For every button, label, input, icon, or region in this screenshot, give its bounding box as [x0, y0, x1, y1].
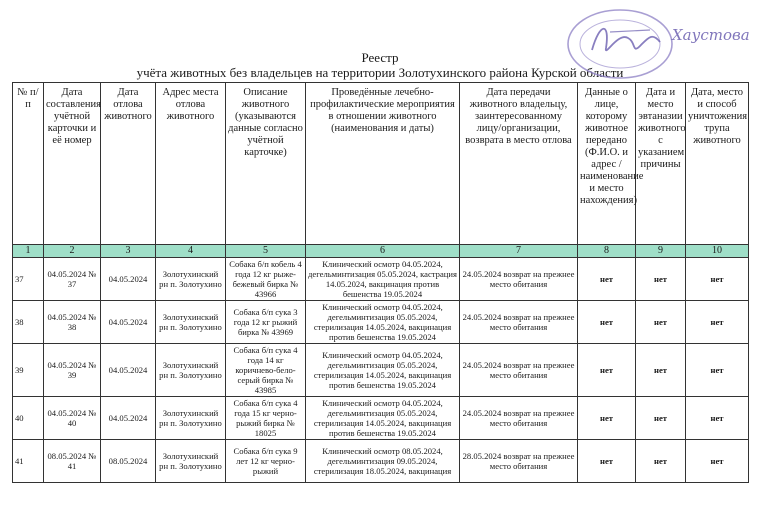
- table-row: [13, 440, 749, 483]
- header-cell: Дата передачи животного владельцу, заинтересованному лицу/организации, возврата в место отлова: [460, 83, 578, 245]
- animal-description: Собака б/п кобель 4 года 12 кг рыже-бежевый бирка № 43966: [226, 258, 306, 301]
- animal-description: Собака б/п сука 4 года 15 кг черно-рыжий бирка № 18025: [226, 397, 306, 440]
- catch-date: 04.05.2024: [101, 301, 156, 344]
- treatment: Клинический осмотр 04.05.2024, дегельминтизация 05.05.2024, стерилизация 14.05.2024, вакцинация против бешенства 19.05.2024: [306, 397, 460, 440]
- column-number: 3: [101, 245, 156, 258]
- column-number: 7: [460, 245, 578, 258]
- treatment: Клинический осмотр 04.05.2024, дегельминтизация 05.05.2024, стерилизация 14.05.2024, вакцинация против бешенства 19.05.2024: [306, 301, 460, 344]
- treatment: Клинический осмотр 08.05.2024, дегельминтизация 09.05.2024, стерилизация 18.05.2024, вакцинация: [306, 440, 460, 483]
- disposal: нет: [686, 258, 749, 301]
- card-date-number: 04.05.2024 № 40: [44, 397, 101, 440]
- column-number-row: [13, 245, 749, 258]
- disposal: нет: [686, 301, 749, 344]
- header-cell: Адрес места отлова животного: [156, 83, 226, 245]
- svg-text:Хаустова: Хаустова: [672, 26, 750, 44]
- catch-address: Золотухинский рн п. Золотухино: [156, 344, 226, 397]
- row-number: 38: [13, 301, 44, 344]
- table-row: [13, 258, 749, 301]
- column-number: 5: [226, 245, 306, 258]
- euthanasia: нет: [636, 440, 686, 483]
- recipient: нет: [578, 258, 636, 301]
- document-subtitle: учёта животных без владельцев на территории Золотухинского района Курской области: [136, 65, 624, 80]
- header-cell: Данные о лице, которому животное передано (Ф.И.О. и адрес / наименование и место нахождения): [578, 83, 636, 245]
- table-row: [13, 344, 749, 397]
- table-row: [13, 397, 749, 440]
- catch-date: 04.05.2024: [101, 344, 156, 397]
- animal-registry-table: [12, 82, 749, 483]
- catch-address: Золотухинский рн п. Золотухино: [156, 440, 226, 483]
- card-date-number: 04.05.2024 № 38: [44, 301, 101, 344]
- header-cell: Проведённые лечебно-профилактические мероприятия в отношении животного (наименования и даты): [306, 83, 460, 245]
- stamp-signature-image: [540, 2, 760, 82]
- header-cell: Дата и место эвтаназии животного с указанием причины: [636, 83, 686, 245]
- euthanasia: нет: [636, 301, 686, 344]
- euthanasia: нет: [636, 344, 686, 397]
- catch-date: 04.05.2024: [101, 258, 156, 301]
- disposal: нет: [686, 397, 749, 440]
- card-date-number: 04.05.2024 № 37: [44, 258, 101, 301]
- euthanasia: нет: [636, 397, 686, 440]
- disposal: нет: [686, 344, 749, 397]
- header-cell: № п/п: [13, 83, 44, 245]
- header-cell: Дата отлова животного: [101, 83, 156, 245]
- column-number: 1: [13, 245, 44, 258]
- header-cell: Дата, место и способ уничтожения трупа животного: [686, 83, 749, 245]
- row-number: 37: [13, 258, 44, 301]
- document-title: Реестр: [361, 50, 399, 65]
- animal-description: Собака б/п сука 4 года 14 кг коричнево-бело-серый бирка № 43985: [226, 344, 306, 397]
- recipient: нет: [578, 344, 636, 397]
- header-cell: Дата составления учётной карточки и её номер: [44, 83, 101, 245]
- transfer-date: 24.05.2024 возврат на прежнее место обитания: [460, 397, 578, 440]
- animal-description: Собака б/п сука 9 лет 12 кг черно-рыжий: [226, 440, 306, 483]
- recipient: нет: [578, 440, 636, 483]
- column-number: 8: [578, 245, 636, 258]
- header-row: [13, 83, 749, 245]
- disposal: нет: [686, 440, 749, 483]
- recipient: нет: [578, 301, 636, 344]
- recipient: нет: [578, 397, 636, 440]
- animal-description: Собака б/п сука 3 года 12 кг рыжий бирка № 43969: [226, 301, 306, 344]
- catch-date: 04.05.2024: [101, 397, 156, 440]
- catch-address: Золотухинский рн п. Золотухино: [156, 397, 226, 440]
- treatment: Клинический осмотр 04.05.2024, дегельминтизация 05.05.2024, стерилизация 14.05.2024, вакцинация против бешенства 19.05.2024: [306, 344, 460, 397]
- card-date-number: 08.05.2024 № 41: [44, 440, 101, 483]
- row-number: 40: [13, 397, 44, 440]
- header-cell: Описание животного (указываются данные согласно учётной карточке): [226, 83, 306, 245]
- column-number: 6: [306, 245, 460, 258]
- catch-address: Золотухинский рн п. Золотухино: [156, 258, 226, 301]
- row-number: 39: [13, 344, 44, 397]
- column-number: 9: [636, 245, 686, 258]
- catch-address: Золотухинский рн п. Золотухино: [156, 301, 226, 344]
- transfer-date: 24.05.2024 возврат на прежнее место обитания: [460, 258, 578, 301]
- transfer-date: 24.05.2024 возврат на прежнее место обитания: [460, 301, 578, 344]
- euthanasia: нет: [636, 258, 686, 301]
- transfer-date: 28.05.2024 возврат на прежнее место обитания: [460, 440, 578, 483]
- treatment: Клинический осмотр 04.05.2024, дегельминтизация 05.05.2024, кастрация 14.05.2024, вакцинация против бешенства 19.05.2024: [306, 258, 460, 301]
- transfer-date: 24.05.2024 возврат на прежнее место обитания: [460, 344, 578, 397]
- column-number: 2: [44, 245, 101, 258]
- row-number: 41: [13, 440, 44, 483]
- column-number: 4: [156, 245, 226, 258]
- catch-date: 08.05.2024: [101, 440, 156, 483]
- card-date-number: 04.05.2024 № 39: [44, 344, 101, 397]
- column-number: 10: [686, 245, 749, 258]
- table-row: [13, 301, 749, 344]
